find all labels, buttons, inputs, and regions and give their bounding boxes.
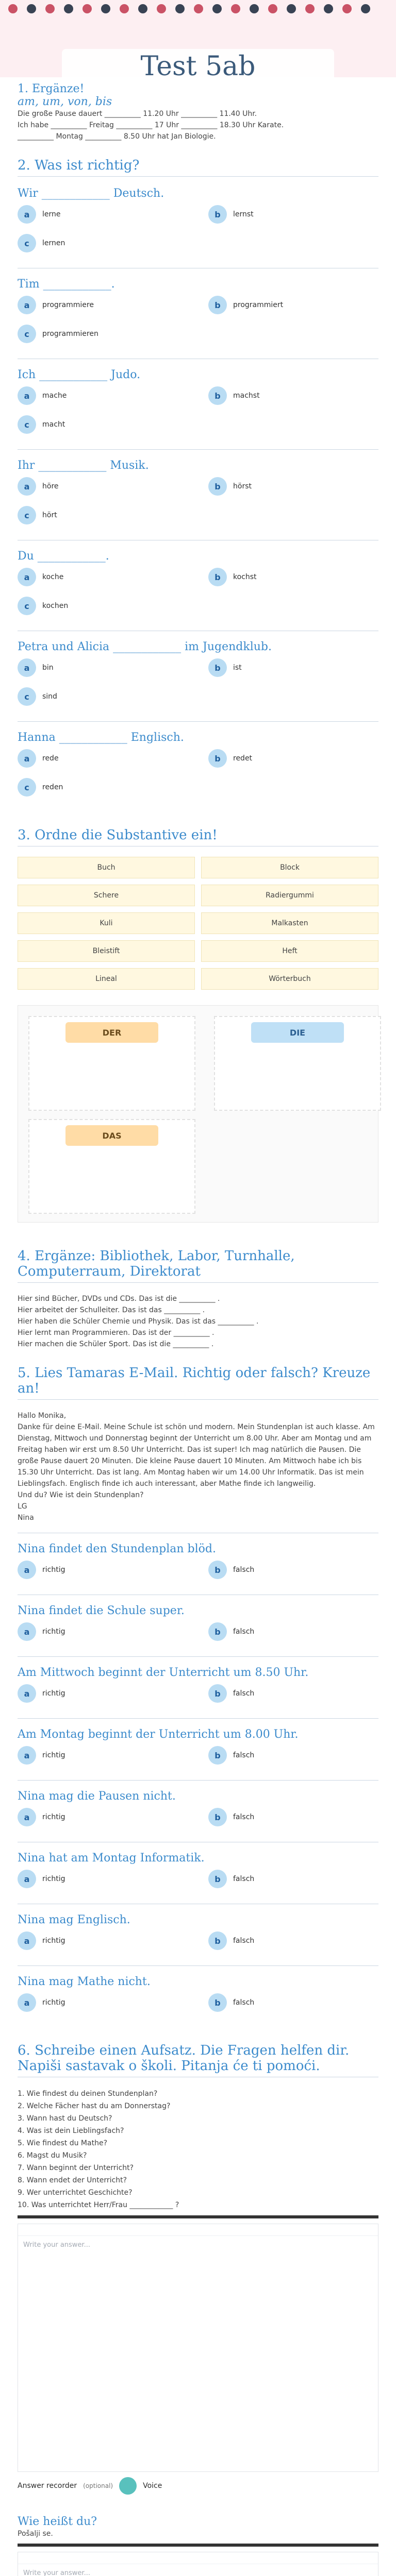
q6-questions: [18, 2088, 378, 2211]
option-b[interactable]: [208, 296, 378, 314]
separator: [18, 2544, 378, 2547]
q1-line-3: __________ Montag __________ 8.50 Uhr hat Jan Biologie.: [18, 132, 216, 141]
tf-b-badge: b: [208, 1561, 227, 1579]
q4-line: Hier machen die Schüler Sport. Das ist die __________ .: [18, 1340, 214, 1348]
tf-a-text: richtig: [42, 1937, 65, 1945]
divider: [18, 1656, 378, 1657]
tf-item: Nina mag Mathe nicht.: [18, 1975, 151, 1988]
tf-falsch[interactable]: [208, 1993, 378, 2012]
q6-question: 6. Magst du Musik?: [18, 2151, 87, 2160]
option-c[interactable]: [18, 415, 188, 434]
tf-options: [18, 1931, 378, 1950]
tf-falsch[interactable]: [208, 1870, 378, 1888]
q1: [0, 77, 396, 147]
option-c-text: reden: [42, 783, 63, 791]
q5-title: 5. Lies Tamaras E-Mail. Richtig oder falsch? Kreuze an!: [18, 1365, 378, 1400]
heart-icon: [342, 4, 352, 13]
option-c-text: hört: [42, 511, 57, 519]
heart-icon: [64, 4, 73, 13]
email-line: Nina: [18, 1514, 34, 1522]
q3-tiles: [18, 857, 378, 990]
q2-item-4-options: [18, 477, 378, 524]
option-a-text: rede: [42, 754, 59, 762]
tf-richtig[interactable]: [18, 1561, 188, 1579]
tf-a-badge: a: [18, 1622, 36, 1641]
heart-icon: [27, 4, 36, 13]
der-ribbon: DER: [65, 1022, 158, 1043]
page-title: Test 5ab: [62, 49, 334, 77]
q6-question: 1. Wie findest du deinen Stundenplan?: [18, 2090, 158, 2098]
option-a[interactable]: [18, 658, 188, 677]
option-a-badge: a: [18, 296, 36, 314]
heart-icon: [287, 4, 296, 13]
q3-dropzones: [18, 1005, 378, 1223]
tf-a-badge: a: [18, 1931, 36, 1950]
tf-falsch[interactable]: [208, 1931, 378, 1950]
q4: [0, 1238, 396, 1355]
divider: [18, 449, 378, 450]
editor-toolbar: [18, 2552, 378, 2564]
q2: [0, 147, 396, 817]
tf-richtig[interactable]: [18, 1870, 188, 1888]
tf-item: Nina mag die Pausen nicht.: [18, 1790, 176, 1803]
heart-icon: [212, 4, 222, 13]
q6-question: 10. Was unterrichtet Herr/Frau ____________ ?: [18, 2201, 179, 2209]
q2-item-2-options: [18, 296, 378, 343]
q7: [0, 2510, 396, 2576]
noun-tile[interactable]: Wörterbuch: [201, 968, 378, 990]
option-c-text: macht: [42, 420, 65, 429]
tf-a-badge: a: [18, 1684, 36, 1703]
tf-a-text: richtig: [42, 1628, 65, 1636]
heart-icon: [361, 4, 370, 13]
answer-editor[interactable]: [18, 2224, 378, 2472]
q2-item-4: Ihr ____________ Musik.: [18, 459, 149, 472]
option-c[interactable]: [18, 778, 188, 796]
option-a-text: koche: [42, 573, 64, 581]
option-a[interactable]: [18, 386, 188, 405]
option-a-badge: a: [18, 205, 36, 224]
tf-falsch[interactable]: [208, 1746, 378, 1765]
tf-options: [18, 1993, 378, 2012]
tf-b-text: falsch: [233, 1937, 255, 1945]
option-b-badge: b: [208, 658, 227, 677]
voice-label: Voice: [143, 2482, 162, 2490]
option-b-badge: b: [208, 749, 227, 768]
tf-a-text: richtig: [42, 1689, 65, 1698]
q5: [0, 1355, 396, 2032]
heart-icon: [175, 4, 185, 13]
tf-options: [18, 1808, 378, 1826]
noun-tile[interactable]: Malkasten: [201, 912, 378, 934]
option-a[interactable]: [18, 477, 188, 496]
heart-icon: [231, 4, 240, 13]
tf-b-text: falsch: [233, 1813, 255, 1821]
tf-b-badge: b: [208, 1993, 227, 2012]
q2-item-1-options: [18, 205, 378, 252]
tf-richtig[interactable]: [18, 1808, 188, 1826]
tf-a-badge: a: [18, 1561, 36, 1579]
q4-line: Hier lernt man Programmieren. Das ist der __________ .: [18, 1329, 214, 1337]
drop-die[interactable]: [214, 1016, 381, 1111]
heart-icon: [268, 4, 277, 13]
heart-icon: [250, 4, 259, 13]
tf-falsch[interactable]: [208, 1622, 378, 1641]
tf-b-badge: b: [208, 1746, 227, 1765]
option-a-badge: a: [18, 568, 36, 586]
tf-falsch[interactable]: [208, 1561, 378, 1579]
q6-question: 7. Wann beginnt der Unterricht?: [18, 2164, 134, 2172]
tf-b-text: falsch: [233, 1689, 255, 1698]
q2-item-2: Tim ____________.: [18, 278, 115, 291]
drop-der[interactable]: [28, 1016, 195, 1111]
option-c-badge: c: [18, 325, 36, 343]
option-a-text: bin: [42, 664, 54, 672]
noun-tile[interactable]: Radiergummi: [201, 885, 378, 906]
tf-richtig[interactable]: [18, 1622, 188, 1641]
tf-options: [18, 1746, 378, 1765]
answer-editor[interactable]: [18, 2552, 378, 2576]
recorder-optional: (optional): [83, 2482, 113, 2489]
tf-options: [18, 1870, 378, 1888]
option-a-text: lerne: [42, 210, 61, 218]
email-line: LG: [18, 1502, 27, 1511]
tf-a-badge: a: [18, 1993, 36, 2012]
tf-richtig[interactable]: [18, 1931, 188, 1950]
tf-a-badge: a: [18, 1808, 36, 1826]
q3-title: 3. Ordne die Substantive ein!: [18, 827, 378, 846]
option-c-badge: c: [18, 687, 36, 706]
option-a-text: programmiere: [42, 301, 94, 309]
noun-tile[interactable]: Lineal: [18, 968, 195, 990]
option-c-text: sind: [42, 692, 57, 701]
tf-b-badge: b: [208, 1931, 227, 1950]
option-c[interactable]: [18, 597, 188, 615]
tf-b-text: falsch: [233, 1751, 255, 1759]
q2-item-5: Du ____________.: [18, 550, 109, 563]
heart-icon: [120, 4, 129, 13]
das-ribbon: DAS: [65, 1125, 158, 1146]
tf-b-text: falsch: [233, 1566, 255, 1574]
editor-toolbar: [18, 2224, 378, 2236]
heart-icon: [82, 4, 92, 13]
tf-b-text: falsch: [233, 1875, 255, 1883]
editor-placeholder: Write your answer...: [23, 2569, 90, 2576]
q6-question: 3. Wann hast du Deutsch?: [18, 2114, 112, 2123]
noun-tile[interactable]: Kuli: [18, 912, 195, 934]
q2-item-5-options: [18, 568, 378, 615]
q6-question: 4. Was ist dein Lieblingsfach?: [18, 2127, 124, 2135]
heart-icon: [138, 4, 147, 13]
option-b-badge: b: [208, 477, 227, 496]
tf-b-badge: b: [208, 1684, 227, 1703]
option-a[interactable]: [18, 568, 188, 586]
heart-icon: [8, 4, 18, 13]
q2-item-3-options: [18, 386, 378, 434]
q7-title: Wie heißt du?: [18, 2515, 97, 2528]
tf-richtig[interactable]: [18, 1993, 188, 2012]
editor-placeholder: Write your answer...: [23, 2241, 90, 2249]
tf-item: Am Mittwoch beginnt der Unterricht um 8.50 Uhr.: [18, 1666, 309, 1679]
email: [18, 1410, 378, 1523]
tf-options: [18, 1561, 378, 1579]
option-a-badge: a: [18, 386, 36, 405]
q6: [0, 2032, 396, 2510]
q4-line: Hier sind Bücher, DVDs und CDs. Das ist die __________ .: [18, 1295, 220, 1303]
tf-b-badge: b: [208, 1622, 227, 1641]
q2-item-3: Ich ____________ Judo.: [18, 368, 141, 381]
divider: [18, 1718, 378, 1719]
noun-tile[interactable]: Heft: [201, 940, 378, 962]
noun-tile[interactable]: Buch: [18, 857, 195, 878]
drop-das[interactable]: [28, 1119, 195, 1214]
option-a[interactable]: [18, 205, 188, 224]
header-banner: [0, 0, 396, 77]
tf-item: Nina findet die Schule super.: [18, 1604, 185, 1617]
divider: [18, 1965, 378, 1966]
heart-icon: [194, 4, 203, 13]
option-a-badge: a: [18, 658, 36, 677]
tf-a-badge: a: [18, 1746, 36, 1765]
tf-item: Nina findet den Stundenplan blöd.: [18, 1543, 216, 1555]
option-a-text: mache: [42, 392, 67, 400]
heart-icon: [305, 4, 315, 13]
tf-options: [18, 1622, 378, 1641]
option-a-badge: a: [18, 749, 36, 768]
q2-item-6: Petra und Alicia ____________ im Jugendklub.: [18, 640, 272, 653]
option-b-badge: b: [208, 568, 227, 586]
tf-falsch[interactable]: [208, 1808, 378, 1826]
q4-title: 4. Ergänze: Bibliothek, Labor, Turnhalle, Computerraum, Direktorat: [18, 1248, 378, 1283]
option-b-text: lernst: [233, 210, 254, 218]
option-b-text: kochst: [233, 573, 257, 581]
option-b-badge: b: [208, 386, 227, 405]
option-c[interactable]: [18, 325, 188, 343]
tf-a-text: richtig: [42, 1998, 65, 2007]
recorder-label: Answer recorder: [18, 2482, 77, 2490]
option-a[interactable]: [18, 296, 188, 314]
hearts-pattern: [0, 0, 396, 18]
option-c-badge: c: [18, 234, 36, 252]
option-b[interactable]: [208, 658, 378, 677]
q1-hint: am, um, von, bis: [18, 95, 112, 108]
tf-b-text: falsch: [233, 1628, 255, 1636]
q1-line-2: Ich habe __________ Freitag __________ 17 Uhr __________ 18.30 Uhr Karate.: [18, 121, 284, 129]
noun-tile[interactable]: Schere: [18, 885, 195, 906]
option-c[interactable]: [18, 234, 188, 252]
q6-question: 9. Wer unterrichtet Geschichte?: [18, 2189, 133, 2197]
option-c-text: programmieren: [42, 330, 98, 338]
q1-line-1: Die große Pause dauert __________ 11.20 Uhr __________ 11.40 Uhr.: [18, 110, 257, 118]
email-line: Hallo Monika,: [18, 1412, 67, 1420]
option-b[interactable]: [208, 386, 378, 405]
answer-recorder: [18, 2477, 378, 2495]
voice-record-icon[interactable]: [119, 2477, 137, 2495]
heart-icon: [101, 4, 110, 13]
option-b[interactable]: [208, 568, 378, 586]
option-b-text: ist: [233, 664, 242, 672]
q2-item-1: Wir ____________ Deutsch.: [18, 187, 164, 200]
separator: [18, 2215, 378, 2218]
tf-a-text: richtig: [42, 1751, 65, 1759]
option-b[interactable]: [208, 749, 378, 768]
email-line: Und du? Wie ist dein Stundenplan?: [18, 1491, 144, 1499]
option-b[interactable]: [208, 477, 378, 496]
divider: [18, 1780, 378, 1781]
tf-a-text: richtig: [42, 1813, 65, 1821]
option-a-badge: a: [18, 477, 36, 496]
option-b-text: machst: [233, 392, 260, 400]
q7-hint: Pošalji se.: [18, 2530, 53, 2538]
q2-item-7-options: [18, 749, 378, 796]
tf-item: Nina mag Englisch.: [18, 1913, 130, 1926]
q6-question: 2. Welche Fächer hast du am Donnerstag?: [18, 2102, 171, 2110]
q4-line: Hier haben die Schüler Chemie und Physik. Das ist das __________ .: [18, 1317, 259, 1326]
tf-b-text: falsch: [233, 1998, 255, 2007]
option-b[interactable]: [208, 205, 378, 224]
q4-line: Hier arbeitet der Schulleiter. Das ist das __________ .: [18, 1306, 205, 1314]
tf-a-text: richtig: [42, 1566, 65, 1574]
tf-falsch[interactable]: [208, 1684, 378, 1703]
tf-a-text: richtig: [42, 1875, 65, 1883]
option-a[interactable]: [18, 749, 188, 768]
option-c-badge: c: [18, 506, 36, 524]
noun-tile[interactable]: Bleistift: [18, 940, 195, 962]
tf-item: Am Montag beginnt der Unterricht um 8.00 Uhr.: [18, 1728, 299, 1741]
tf-item: Nina hat am Montag Informatik.: [18, 1852, 205, 1865]
tf-b-badge: b: [208, 1808, 227, 1826]
tf-a-badge: a: [18, 1870, 36, 1888]
email-body: Danke für deine E-Mail. Meine Schule ist schön und modern. Mein Stundenplan ist auch klasse. Am Dienstag, Mittwoch und Donnerstag beginnt der Unterricht um 8.00 Uhr. Aber am Montag und am Freitag haben wir erst um 8.50 Uhr Unterricht. Das ist super! Ich mag natürlich die Pausen. Die große Pause dauert 20 Minuten. Die kleine Pause dauert 10 Minuten. Am Mittwoch habe ich bis 15.30 Uhr Unterricht. Das ist lang. Am Montag haben wir um 14.00 Uhr Informatik. Das ist mein Lieblingsfach. Englisch finde ich auch interessant, aber Mathe finde ich langweilig.: [18, 1423, 375, 1488]
heart-icon: [45, 4, 55, 13]
tf-b-badge: b: [208, 1870, 227, 1888]
tf-richtig[interactable]: [18, 1746, 188, 1765]
q6-question: 5. Wie findest du Mathe?: [18, 2139, 107, 2147]
option-b-text: redet: [233, 754, 253, 762]
option-c-text: kochen: [42, 602, 69, 610]
option-c[interactable]: [18, 687, 188, 706]
q2-item-6-options: [18, 658, 378, 706]
option-c-badge: c: [18, 597, 36, 615]
noun-tile[interactable]: Block: [201, 857, 378, 878]
q6-title: 6. Schreibe einen Aufsatz. Die Fragen helfen dir. Napiši sastavak o školi. Pitanja će ti pomoći.: [18, 2043, 378, 2077]
tf-options: [18, 1684, 378, 1703]
option-c[interactable]: [18, 506, 188, 524]
q2-title: 2. Was ist richtig?: [18, 158, 378, 177]
tf-richtig[interactable]: [18, 1684, 188, 1703]
divider: [18, 721, 378, 722]
die-ribbon: DIE: [251, 1022, 344, 1043]
option-b-text: programmiert: [233, 301, 284, 309]
option-c-badge: c: [18, 415, 36, 434]
option-c-badge: c: [18, 778, 36, 796]
heart-icon: [324, 4, 333, 13]
q6-question: 8. Wann endet der Unterricht?: [18, 2176, 127, 2184]
option-c-text: lernen: [42, 239, 65, 247]
q1-title: 1. Ergänze!: [18, 82, 85, 95]
q2-item-7: Hanna ____________ Englisch.: [18, 731, 184, 744]
option-b-text: hörst: [233, 482, 252, 490]
option-b-badge: b: [208, 205, 227, 224]
option-a-text: höre: [42, 482, 59, 490]
heart-icon: [157, 4, 166, 13]
q3: [0, 817, 396, 1238]
option-b-badge: b: [208, 296, 227, 314]
